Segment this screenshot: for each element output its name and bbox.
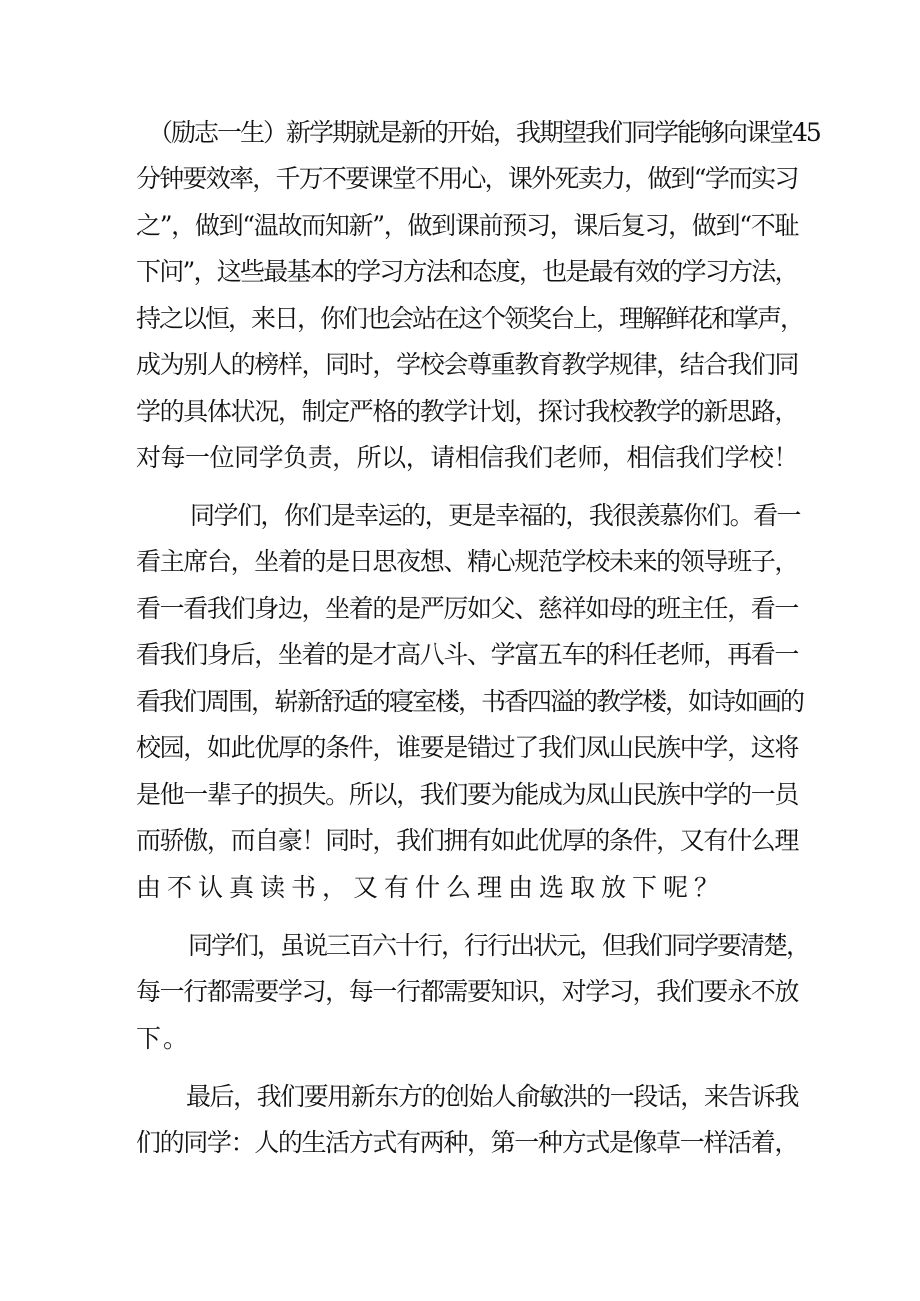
text-line: 持之以恒，来日，你们也会站在这个领奖台上，理解鲜花和掌声， (136, 304, 804, 333)
text-line: 下问”，这些最基本的学习方法和态度，也是最有效的学习方法， (136, 257, 798, 286)
text-line: 是他一辈子的损失。所以，我们要为能成为凤山民族中学的一员 (136, 780, 799, 809)
text-line: 每一行都需要学习，每一行都需要知识，对学习，我们要永不放 (136, 977, 799, 1006)
text-line: 下。 (136, 1024, 191, 1053)
text-line: 同学们，虽说三百六十行，行行出状元，但我们同学要清楚， (188, 931, 810, 960)
text-line: 校园，如此优厚的条件，谁要是错过了我们凤山民族中学，这将 (136, 733, 799, 762)
text-line: 们的同学：人的生活方式有两种，第一种方式是像草一样活着， (136, 1128, 799, 1157)
text-line: 看主席台，坐着的是日思夜想、精心规范学校未来的领导班子， (136, 547, 799, 576)
text-line: 最后，我们要用新东方的创始人俞敏洪的一段话，来告诉我 (186, 1082, 799, 1111)
text-line: 之”，做到“温故而知新”，做到课前预习，课后复习，做到“不耻 (136, 211, 799, 240)
text-line: 成为别人的榜样，同时，学校会尊重教育教学规律，结合我们同 (136, 350, 799, 379)
text-line: 由不认真读书，又有什么理由选取放下呢？ (136, 873, 726, 902)
text-line: 对每一位同学负责，所以，请相信我们老师，相信我们学校！ (136, 443, 799, 472)
text-line: 看我们身后，坐着的是才高八斗、学富五车的科任老师，再看一 (136, 640, 799, 669)
text-line: 分钟要效率，千万不要课堂不用心，课外死卖力，做到“学而实习 (136, 164, 798, 193)
text-line: 看我们周围，崭新舒适的寝室楼，书香四溢的教学楼，如诗如画的 (136, 687, 804, 716)
text-line: 而骄傲，而自豪！同时，我们拥有如此优厚的条件，又有什么理 (136, 826, 799, 855)
text-line: （励志一生）新学期就是新的开始，我期望我们同学能够向课堂45 (148, 118, 820, 147)
text-line: 学的具体状况，制定严格的教学计划，探讨我校教学的新思路， (136, 397, 799, 426)
text-line: 同学们，你们是幸运的，更是幸福的，我很羡慕你们。看一 (190, 501, 801, 530)
text-line: 看一看我们身边，坐着的是严厉如父、慈祥如母的班主任，看一 (136, 594, 799, 623)
